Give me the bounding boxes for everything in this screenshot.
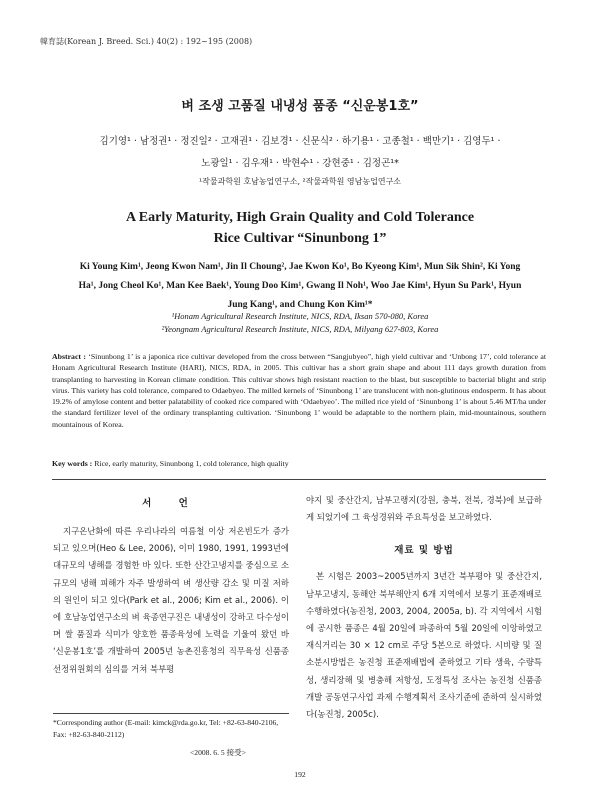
english-affiliation-1: ¹Honam Agricultural Research Institute, NICS, RDA, Iksan 570-080, Korea <box>171 311 429 321</box>
english-authors-line-1: Ki Young Kim¹, Jeong Kwon Nam¹, Jin Il Choung², Jae Kwon Ko¹, Bo Kyeong Kim¹, Mun Sik Shin², Ki Yong <box>79 262 521 272</box>
intro-paragraph: 지구온난화에 따른 우리나라의 여름철 이상 저온빈도가 증가 되고 있으며(Heo & Lee, 2006), 이미 1980, 1991, 1993년에 대규모의 냉해를 경험한 바 있다. 또한 산간고냉지를 중심으로 소규모의 냉해 피해가 자주 발생하여 벼 생산량 감소 및 미질 저하의 원인이 되고 있다(Park et al., 2006; Kim et al., 2006). 이에 호남농업연구소의 벼 육종연구진은 내냉성이 강하고 다수성이며 쌀 품질과 식미가 양호한 품종육성에 노력을 기울여 왔던 바 ‘신운봉1호’를 개발하여 2005년 농촌진흥청의 직무육성 신품종 선정위원회의 심의를 거쳐 북부평 <box>53 526 289 674</box>
page-number: 192 <box>294 770 306 779</box>
right-column <box>306 492 542 723</box>
english-affiliations <box>0 310 600 336</box>
footnote-divider <box>53 713 289 714</box>
english-authors <box>50 258 550 315</box>
english-title-line-2: Rice Cultivar “Sinunbong 1” <box>213 231 387 246</box>
abstract <box>52 351 546 430</box>
journal-citation: 韓育誌(Korean J. Breed. Sci.) 40(2) : 192~195 (2008) <box>40 37 253 46</box>
methods-heading: 재료 및 방법 <box>394 545 454 557</box>
intro-continued-paragraph: 야지 및 중산간지, 남부고랭지(강원, 충북, 전북, 경북)에 보급하게 되었기에 그 육성경위와 주요특성을 보고하였다. <box>306 495 542 523</box>
methods-paragraph: 본 시험은 2003~2005년까지 3년간 북부평야 및 중산간지, 남부고냉지, 동해안 북부해안지 6개 지역에서 보통기 표준재배로 수행하였다(농진청, 2003, 2004, 2005a, b). 각 지역에서 시험에 공시한 품종은 4월 20일에 파종하여 5월 20일에 이앙하였고 재식거리는 30 × 12 cm로 주당 5본으로 하였다. 시비량 및 질소분시방법은 농진청 표준재배법에 준하였고 기타 생육, 수량특성, 생리장해 및 병충해 저항성, 도정특성 조사는 농진청 신품종개발 공동연구사업 과제 수행계획서 조사기준에 준하여 실시하였다(농진청, 2005c). <box>306 571 542 720</box>
keywords-label: Key words : <box>52 459 93 468</box>
english-authors-line-3: Jung Kang¹, and Chung Kon Kim¹* <box>227 300 373 310</box>
abstract-text: ‘Sinunbong 1’ is a japonica rice cultivar developed from the cross between “Sangjubyeo”, high yield cultivar and ‘Unbong 17’, cold tolerance at Honam Agricultural Research Institute (HARI), NICS, RDA, in 2005. This cultivar has a short grain shape and about 111 days growth duration from transplanting to harvesting in Korean climate condition. This cultivar shows high resistant reaction to the blast, but susceptible to bacterial blight and strip virus. This variety has cold tolerance, compared to Odaebyeo. The milled kernels of ‘Sinunbong 1’ are translucent with non-glutinous endosperm. It has about 19.2% of amylose content and better palatability of cooked rice compared with ‘Odaebyeo’. The milled rice yield of ‘Sinunbong 1’ is about 5.46 MT/ha under the standard fertilizer level of the ordinary transplanting cultivation. ‘Sinunbong 1’ would be adaptable to the northern plain, mid-mountainous, southern mountainous of Korea. <box>52 352 547 429</box>
keywords-text: Rice, early maturity, Sinunbong 1, cold tolerance, high quality <box>94 459 289 468</box>
korean-affiliation: ¹작물과학원 호남농업연구소, ²작물과학원 영남농업연구소 <box>198 177 402 186</box>
abstract-label: Abstract : <box>52 352 86 361</box>
english-affiliation-2: ²Yeongnam Agricultural Research Institute, NICS, RDA, Milyang 627-803, Korea <box>161 324 439 334</box>
korean-authors <box>60 131 540 175</box>
english-title <box>0 207 600 249</box>
korean-authors-line-2: 노광일¹ · 김우재¹ · 박현수¹ · 강현중¹ · 김정곤¹* <box>201 158 399 169</box>
left-column <box>53 492 289 678</box>
korean-authors-line-1: 김기영¹ · 남정권¹ · 정진일² · 고재권¹ · 김보경¹ · 신문식² · 하기용¹ · 고종철¹ · 백만기¹ · 김영두¹ · <box>99 136 501 147</box>
korean-title: 벼 조생 고품질 내냉성 품종 “신운봉1호” <box>181 99 419 114</box>
section-divider <box>52 479 546 480</box>
corresponding-author-footnote: *Corresponding author (E-mail: kimck@rda.go.kr, Tel: +82-63-840-2106, Fax: +82-63-840-2112) <box>53 718 279 739</box>
received-date: <2008. 6. 5 接受> <box>190 748 247 757</box>
keywords <box>52 459 546 468</box>
intro-heading: 서 언 <box>142 498 200 509</box>
english-title-line-1: A Early Maturity, High Grain Quality and Cold Tolerance <box>125 210 475 225</box>
english-authors-line-2: Ha¹, Jong Cheol Ko¹, Man Kee Baek¹, Young Doo Kim¹, Gwang Il Noh¹, Woo Jae Kim¹, Hyun Su Park¹, Hyun <box>78 281 522 291</box>
